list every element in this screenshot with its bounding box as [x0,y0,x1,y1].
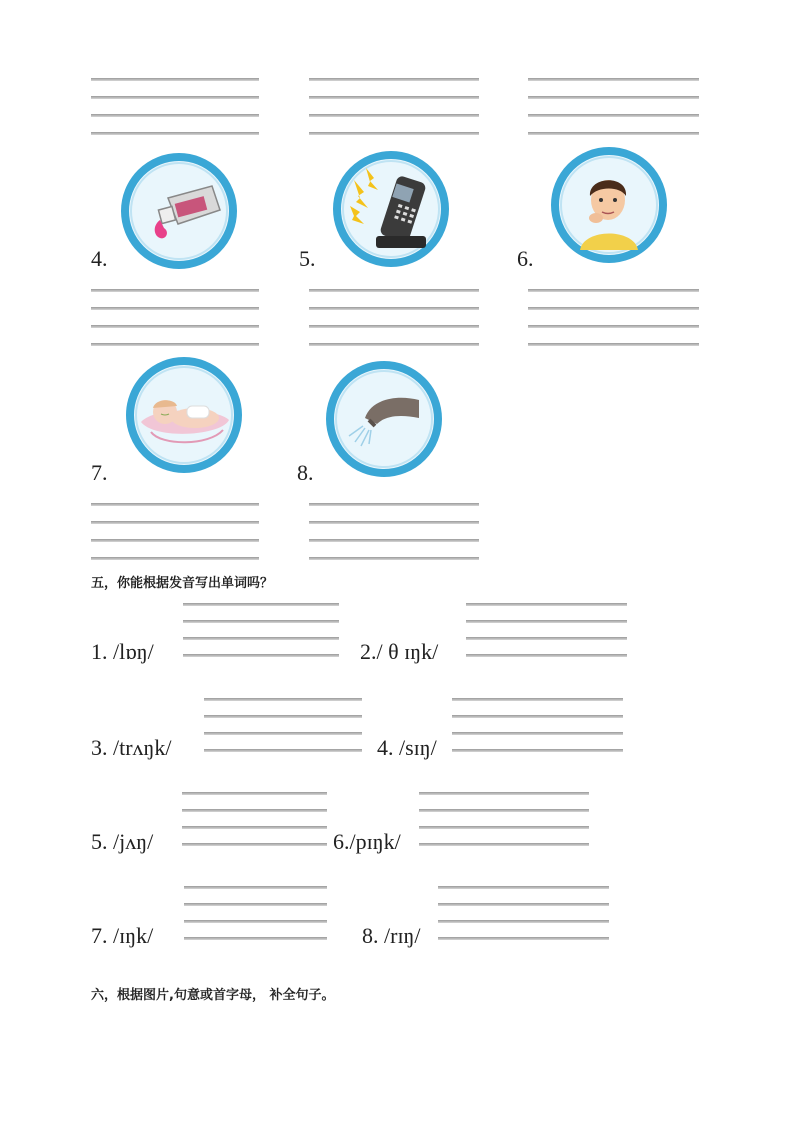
item-number-7: 7. [91,460,108,485]
phonetic-lines-8[interactable] [438,886,609,942]
section-6-title: 六，根据图片,句意或首字母， 补全句子。 [91,988,335,1003]
phonetic-item-7: 7. /ɪŋk/ [91,923,154,948]
phonetic-item-2: 2./ θ ɪŋk/ [360,639,439,664]
phonetic-lines-4[interactable] [452,698,623,754]
writing-lines-top-3[interactable] [528,78,699,138]
writing-lines-8[interactable] [309,503,479,563]
ringing-phone-icon [332,150,450,268]
phonetic-item-4: 4. /sɪŋ/ [377,735,437,760]
phonetic-item-5: 5. /jʌŋ/ [91,829,154,854]
item-number-8: 8. [297,460,314,485]
phonetic-lines-1[interactable] [183,603,339,659]
phonetic-lines-7[interactable] [184,886,327,942]
writing-lines-top-1[interactable] [91,78,259,138]
phonetic-item-6: 6./pɪŋk/ [333,829,401,854]
writing-lines-5[interactable] [309,289,479,349]
toothpaste-icon [120,152,238,270]
phonetic-item-3: 3. /trʌŋk/ [91,735,172,760]
phonetic-lines-6[interactable] [419,792,589,848]
writing-lines-top-2[interactable] [309,78,479,138]
section-5-title: 五，你能根据发音写出单词吗？ [91,576,274,591]
sleeping-baby-icon [125,356,243,474]
phonetic-lines-3[interactable] [204,698,362,754]
phonetic-lines-5[interactable] [182,792,327,848]
item-number-5: 5. [299,246,316,271]
phonetic-lines-2[interactable] [466,603,627,659]
item-number-4: 4. [91,246,108,271]
thinking-boy-icon [550,146,668,264]
writing-lines-6[interactable] [528,289,699,349]
item-number-6: 6. [517,246,534,271]
writing-lines-7[interactable] [91,503,259,563]
phonetic-item-1: 1. /lɒŋ/ [91,639,154,664]
writing-lines-4[interactable] [91,289,259,349]
water-tap-icon [325,360,443,478]
phonetic-item-8: 8. /rɪŋ/ [362,923,421,948]
